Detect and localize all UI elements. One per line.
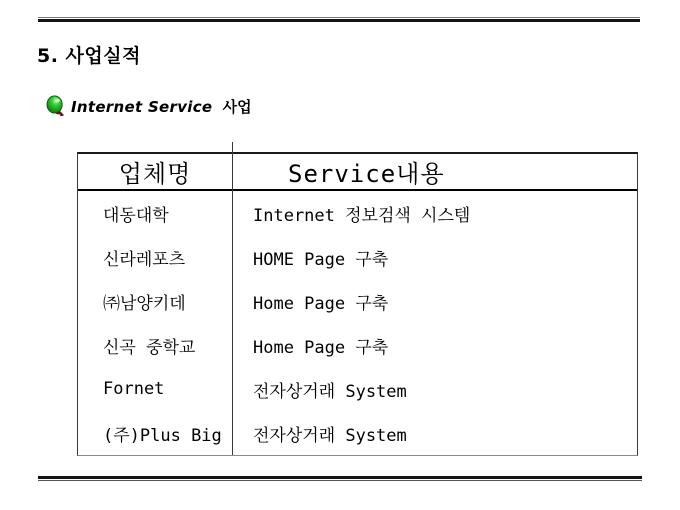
top-double-rule <box>38 17 640 22</box>
company-cell: (주)Plus Big <box>103 425 222 446</box>
company-cell: Fornet <box>103 379 165 399</box>
table-row <box>78 279 637 323</box>
table-row <box>78 411 637 455</box>
table-row <box>78 235 637 279</box>
service-cell: Internet 정보검색 시스템 <box>253 205 471 226</box>
company-cell: 신라레포츠 <box>103 249 186 270</box>
table-row <box>78 367 637 411</box>
section-title-latin: Internet Service <box>71 97 213 116</box>
header-cell-company: 업체명 <box>118 160 192 188</box>
section-title-korean: 사업 <box>222 97 252 116</box>
service-cell: 전자상거래 System <box>253 425 407 446</box>
company-cell: 신곡 중학교 <box>103 337 196 358</box>
section-bullet-line <box>46 94 252 118</box>
business-table <box>77 152 638 456</box>
column-divider-line <box>232 142 233 455</box>
company-cell: ㈜남양키데 <box>103 293 186 314</box>
bottom-double-rule <box>38 476 642 481</box>
table-row <box>78 191 637 235</box>
green-ball-icon <box>46 95 65 117</box>
section-title <box>71 96 252 117</box>
header-cell-service: Service내용 <box>288 160 445 188</box>
page-title: 5. 사업실적 <box>37 45 141 67</box>
company-cell: 대동대학 <box>103 205 169 226</box>
service-cell: Home Page 구축 <box>253 337 389 358</box>
table-row <box>78 323 637 367</box>
service-cell: 전자상거래 System <box>253 381 407 402</box>
service-cell: Home Page 구축 <box>253 293 389 314</box>
table-header-row <box>78 154 637 191</box>
service-cell: HOME Page 구축 <box>253 249 389 270</box>
